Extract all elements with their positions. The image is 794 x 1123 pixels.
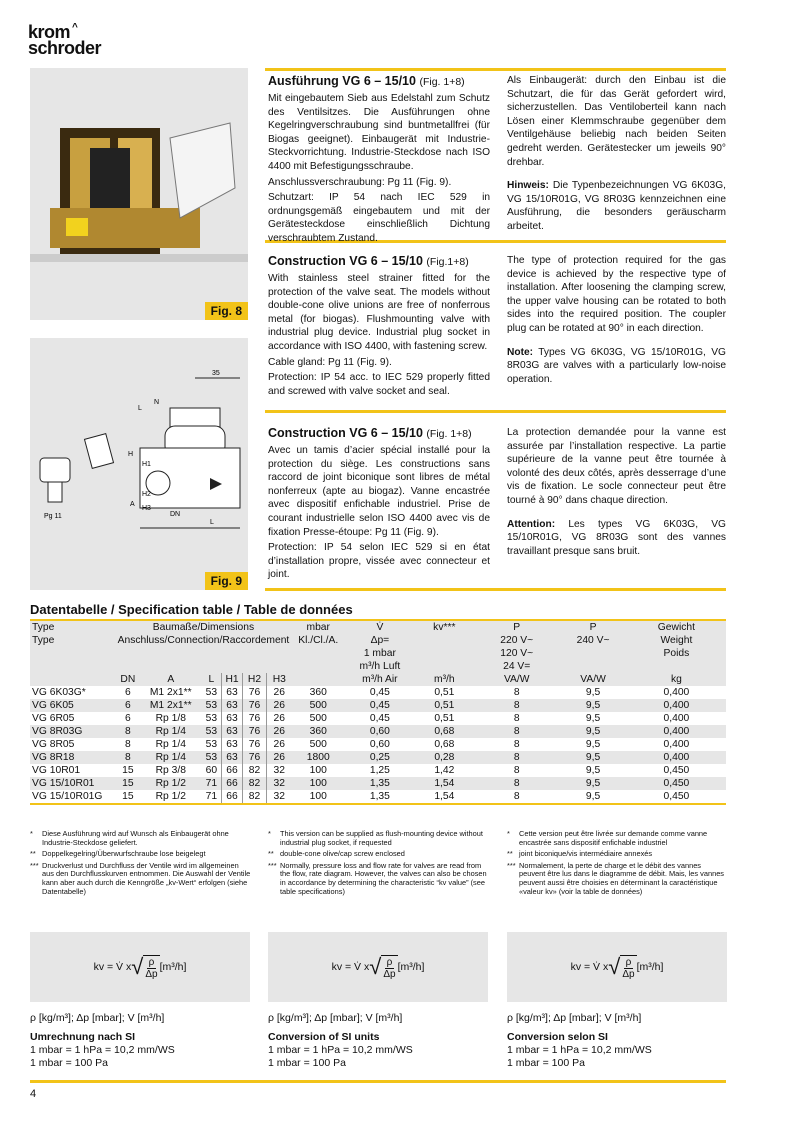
divider-fr-bottom [265,588,726,591]
N-label: N [154,399,160,406]
dim-35-label: 35 [212,370,220,377]
A-label: A [130,501,135,508]
divider-fr-top [265,410,726,413]
page-number: 4 [30,1088,37,1100]
spec-table: Type Baumaße/Dimensions mbar V̇ kv*** P P Gewicht Type Anschluss/Connection/Raccordement Kl./Cl./A. Δp= 220 V~ 240 V~ Weight 1 mbar 120 V~ Poids m³/h Luft 24 V= DN A L H1 H2 H3 m³/h Air m³/h VA/W VA/W kg VG 6K03G* 6 M1 2x1** 53 63 76 26 360 0,45 0,51 8 9,5 0,400 VG 6K05 6 M1 2x1** 53 63 76 26 500 0,45 0,51 8 9,5 0,400 VG 6R05 6 Rp 1/8 53 63 76 26 500 0,45 0,51 8 9,5 0,400 VG 8R03G 8 Rp 1/4 53 63 76 26 360 0,60 0,68 8 9,5 0,400 VG 8R05 8 Rp 1/4 53 63 76 26 500 0,60 0,68 8 9,5 0,400 VG 8R18 8 Rp 1/4 53 63 76 26 1800 0,25 0,28 8 9,5 0,400 VG 10R01 15 Rp 3/8 60 66 82 32 100 1,25 1,42 8 9,5 0,450 VG 15/10R01 15 Rp 1/2 71 66 82 32 100 1,35 1,54 8 9,5 0,450 VG 15/10R01G 15 Rp 1/2 71 66 82 32 100 1,35 1,54 8 9,5 0,450 [30,619,726,805]
footnote: *** Normalement, la perte de charge et le débit des vannes peuvent être lus dans le diagramme de débit. Mais, les vannes peuvent aussi être choisies en déterminant la caractéristique «valeur kv» (voir la table de données) [507,860,724,896]
french-body: Avec un tamis d’acier spécial installé pour la protection du siège. Les constructions sans raccord de joint biconique sont libres de métal nonferreux (apte au biogaz). Vanne encastrée avec dispositif enfichable industriel. Prise de courant industrielle selon ISO 4400 avec vis de fixation Presse-étoupe: Pg 11 (Fig. 9). [268,445,490,538]
spec-table-title: Datentabelle / Specification table / Table de données [30,602,353,617]
german-note: Hinweis: Die Typenbezeichnungen VG 6K03G, VG 15/10R01G, VG 8R03G kennzeichnen eine Ausführung, die besonders geräuscharm arbeitet. [507,180,726,232]
footnote: * This version can be supplied as flush-mounting device without industrial plug socket, if requested [268,829,483,847]
german-protection: Schutzart: IP 54 nach IEC 529 in ordnungsgemäß eingebautem und mit der Gerätesteckdose einschließlich Dichtung verschraubtem Zustand. [268,192,490,244]
conversion-german: ρ [kg/m³]; Δp [mbar]; V [m³/h] Umrechnung nach SI 1 mbar = 1 hPa = 10,2 mm/WS 1 mbar = 100 Pa [30,1012,175,1069]
table-row: VG 10R01 15 Rp 3/8 60 66 82 32 100 1,25 1,42 8 9,5 0,450 [30,764,726,777]
german-left-text [268,74,490,246]
french-right-body: La protection demandée pour la vanne est assurée par l’installation respective. La partie supérieure de la vanne peut être tournée à volonté des deux côtés, après desserrage d’une vis de fixation. Le socle connecteur peut être tourné à 90° dans chaque direction. [507,427,726,506]
figure-8-label: Fig. 8 [205,302,248,320]
valve-dimension-drawing [30,338,248,590]
H1-label: H1 [142,461,151,468]
figure-9 [30,338,248,590]
table-row: VG 8R03G 8 Rp 1/4 53 63 76 26 360 0,60 0,68 8 9,5 0,400 [30,725,726,738]
formula-box-german: kv = V̇ x √ $\frac{\rho}{\Delta p}$ [m³/h] [30,932,250,1002]
german-body: Mit eingebautem Sieb aus Edelstahl zum Schutz des Ventilsitzes. Die Ausführungen ohne Kegelringverschraubung sind buntmetallfrei (für Biogas geeignet). Einbaugerät mit Industrie-Steckvorrichtung. Industrie-Steckdose nach ISO 4400 mit Befestigungsschraube. [268,93,490,172]
divider-bottom [30,1080,726,1083]
english-note: Note: Types VG 6K03G, VG 15/10R01G, VG 8R03G are valves with a particularly low-noise operation. [507,346,726,385]
german-right-body: Als Einbaugerät: durch den Einbau ist die Schutzart, die für das Gerät gefordert wird, sicherzustellen. Das Ventiloberteil kann nach Lösen einer Klemmschraube gegenüber dem Ventilgehäuse beliebig nach beiden Seiten gedreht werden. Gerätestecker um jeweils 90° drehbar. [507,75,726,168]
table-row: VG 15/10R01 15 Rp 1/2 71 66 82 32 100 1,35 1,54 8 9,5 0,450 [30,777,726,790]
english-gland: Cable gland: Pg 11 (Fig. 9). [268,356,392,368]
conversion-english: ρ [kg/m³]; Δp [mbar]; V [m³/h] Conversion of SI units 1 mbar = 1 hPa = 10,2 mm/WS 1 mbar = 100 Pa [268,1012,413,1069]
french-right-text [507,426,726,558]
french-heading: Construction VG 6 – 15/10 (Fig. 1+8) [268,426,472,440]
H2-label: H2 [142,491,151,498]
english-heading: Construction VG 6 – 15/10 (Fig.1+8) [268,254,469,268]
german-heading: Ausführung VG 6 – 15/10 (Fig. 1+8) [268,74,465,88]
table-row: VG 8R18 8 Rp 1/4 53 63 76 26 1800 0,25 0,28 8 9,5 0,400 [30,751,726,764]
footnote: * Cette version peut être livrée sur demande comme vanne encastrée sans dispositif enfichable industriel [507,829,708,847]
english-protection: Protection: IP 54 acc. to IEC 529 properly fitted and screwed with valve socket and seal. [268,372,490,397]
footnote: ** joint biconique/vis intermédiaire annexés [507,849,653,859]
formula-box-french: kv = V̇ x √ $\frac{\rho}{\Delta p}$ [m³/h] [507,932,727,1002]
table-row: VG 6K03G* 6 M1 2x1** 53 63 76 26 360 0,45 0,51 8 9,5 0,400 [30,686,726,699]
english-body: With stainless steel strainer fitted for the protection of the valve seat. The models without double-cone olive unions are free of nonferrous metal (for biogas). Flushmounting valve with industrial plug device. Industrial plug socket in accordance with ISO 4400, with fastening screw. [268,273,490,352]
pg11-label: Pg 11 [44,513,62,520]
formula-box-english: kv = V̇ x √ $\frac{\rho}{\Delta p}$ [m³/h] [268,932,488,1002]
french-note: Attention: Les types VG 6K03G, VG 15/10R01G, VG 8R03G sont des vannes travaillant presque sans bruit. [507,518,726,557]
spec-table-body [30,686,726,804]
french-protection: Protection: IP 54 selon IEC 529 si en état d’installation propre, vissée avec connecteur et joint. [268,542,490,581]
footnotes-german [30,830,252,899]
german-gland: Anschlussverschraubung: Pg 11 (Fig. 9). [268,176,452,188]
DN-label: DN [170,511,181,518]
footnote: *** Druckverlust und Durchfluss der Ventile wird im allgemeinen aus den Durchflusskurven entnommen. Die Auswahl der Ventile kann aber auch durch die Kenngröße „kv-Wert“ erfolgen (siehe Datentabelle) [30,860,251,896]
english-left-text [268,254,490,398]
L-label: L [138,405,142,412]
table-row: VG 15/10R01G 15 Rp 1/2 71 66 82 32 100 1,35 1,54 8 9,5 0,450 [30,790,726,804]
english-right-text [507,254,726,386]
kromschroder-logo: ^ krom schroder [28,22,102,58]
L-bottom-label: L [210,519,214,526]
H3-label: H3 [142,505,151,512]
french-left-text [268,426,490,582]
footnote: ** Doppelkegelring/Überwurfschraube lose beigelegt [30,849,206,859]
footnotes-french [507,830,726,899]
table-row: VG 8R05 8 Rp 1/4 53 63 76 26 500 0,60 0,68 8 9,5 0,400 [30,738,726,751]
conversion-french: ρ [kg/m³]; Δp [mbar]; V [m³/h] Conversion selon SI 1 mbar = 1 hPa = 10,2 mm/WS 1 mbar = 100 Pa [507,1012,652,1069]
german-right-text [507,74,726,234]
figure-8 [30,68,248,320]
valve-cutaway-illustration [30,68,248,320]
figure-9-label: Fig. 9 [205,572,248,590]
H-label: H [128,451,134,458]
divider-de [265,68,726,71]
english-right-body: The type of protection required for the gas device is achieved by the respective type of installation. After loosening the clamping screw, the upper valve housing can be rotated to both sides into the required position. The coupler plug can be rotated at 90° in each direction. [507,255,726,334]
footnote: * Diese Ausführung wird auf Wunsch als Einbaugerät ohne Industrie-Steckdose geliefert. [30,829,229,847]
footnotes-english [268,830,490,899]
footnote: ** double-cone olive/cap screw enclosed [268,849,405,859]
footnote: *** Normally, pressure loss and flow rate for valves are read from the flow, rate diagram. However, the valves can also be chosen in accordance by determining the characteristic “kv value” (see table specifications) [268,860,487,896]
table-row: VG 6R05 6 Rp 1/8 53 63 76 26 500 0,45 0,51 8 9,5 0,400 [30,712,726,725]
table-row: VG 6K05 6 M1 2x1** 53 63 76 26 500 0,45 0,51 8 9,5 0,400 [30,699,726,712]
